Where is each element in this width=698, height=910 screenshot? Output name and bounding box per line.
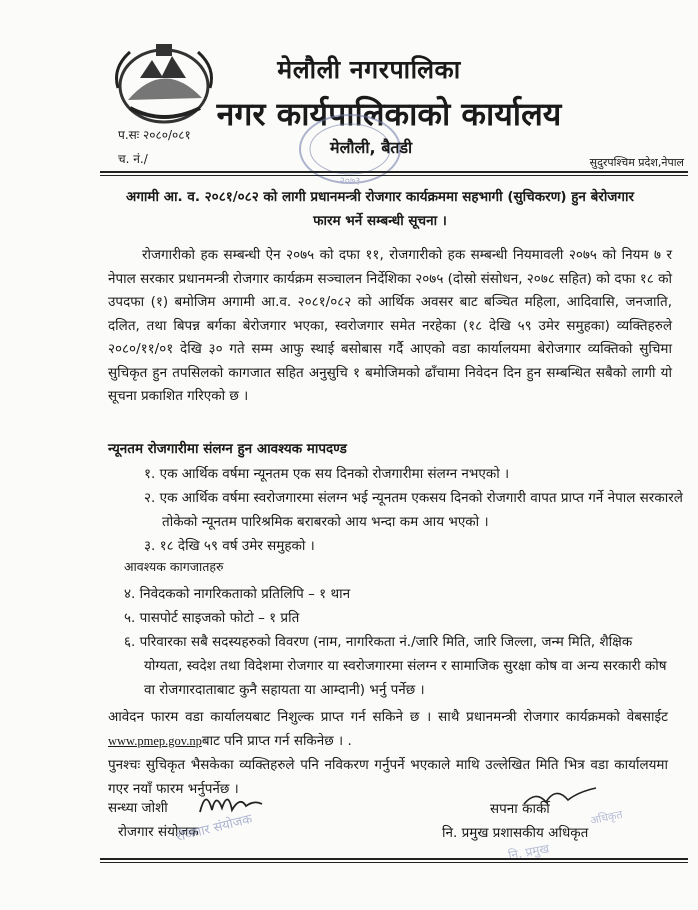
criteria-heading: न्यूनतम रोजगारीमा संलग्न हुन आवश्यक मापदण्ड [108,441,347,457]
closing-text-end: बाट पनि प्राप्त गर्न सकिनेछ । . [201,733,352,749]
document-item: ६. परिवारका सबै सदस्यहरुको विवरण (नाम, नागरिकता नं./जारि मिति, जारि जिल्ला, जन्म मिति, शैक्षिक योग्यता, स्वदेश तथा विदेशमा रोजगार या स्वरोजगारमा संलग्न र सामाजिक सुरक्षा कोष वा अन्य सरकारी कोष वा रोजगारदाताबाट कुनै सहायता या आम्दानी) भर्नु पर्नेछ । [124,634,667,698]
office-location: मेलौली, बैतडी [330,138,413,157]
svg-text:२०७३: २०७३ [339,176,361,187]
right-signatory-name: सपना कार्की [490,801,550,817]
right-stamp: नि. प्रमुख [507,841,551,863]
postscript-paragraph: पुनश्चः सुचिकृत भैसकेका व्यक्तिहरुले पनि नविकरण गर्नुपर्ने भएकाले माथि उल्लेखित मिति भित्र वडा कार्यालयमा गएर नयाँ फारम भर्नुपर्नेछ । [108,757,668,797]
reference-number: प.सः २०८०/०८१ [118,128,191,142]
province-name: सुदुरपश्चिम प्रदेश,नेपाल [589,156,684,169]
notice-subject: अगामी आ. व. २०८१/०८२ को लागी प्रधानमन्त्री रोजगार कार्यक्रममा सहभागी (सुचिकरण) हुन बेरोजगार फारम भर्ने सम्बन्धी सूचना । [126,189,634,229]
left-signatory-name: सन्ध्या जोशी [108,800,168,816]
left-stamp: रोजगार संयोजक [174,811,254,846]
criteria-item: १. एक आर्थिक वर्षमा न्यूनतम एक सय दिनको रोजगारीमा संलग्न नभएको । [144,466,510,482]
documents-heading: आवश्यक कागजातहरु [124,559,224,574]
right-signatory-title: नि. प्रमुख प्रशासकीय अधिकृत [442,825,589,841]
header-divider-thin [100,175,688,176]
footer-divider [100,858,688,860]
document-item: ५. पासपोर्ट साइजको फोटो – १ प्रति [124,610,300,626]
dispatch-number: च. नं./ [118,152,148,166]
footer-divider-thin [100,862,688,863]
office-name: नगर कार्यपालिकाको कार्यालय [216,95,562,133]
criteria-item: २. एक आर्थिक वर्षमा स्वरोजगारमा संलग्न भई न्यूनतम एकसय दिनको रोजगारी वापत प्राप्त गर्ने नेपाल सरकारले तोकेको न्यूनतम पारिश्रमिक बराबरको आय भन्दा कम आय भएको । [144,490,683,530]
notice-body: रोजगारीको हक सम्बन्धी ऐन २०७५ को दफा ११, रोजगारीको हक सम्बन्धी नियमावली २०७५ को नियम ७ र नेपाल सरकार प्रधानमन्त्री रोजगार कार्यक्रम सञ्चालन निर्देशिका २०७५ (दोस्रो संसोधन, २०७८ सहित) को दफा १८ को उपदफा (१) बमोजिम अगामी आ.व. २०८१/०८२ को आर्थिक अवसर बाट बञ्चित महिला, आदिवासि, जनजाति, दलित, तथा बिपन्न बर्गका बेरोजगार भएका, स्वरोजगार समेत नरहेका (१८ देखि ५९ उमेर समुहका) व्यक्तिहरुले २०८०/११/०१ देखि ३० गते सम्म आफु स्थाई बसोबास गर्दै आएको वडा कार्यालयमा बेरोजगार व्यक्तिको सुचिमा सुचिकृत हुन तपसिलको कागजात सहित अनुसुचि १ बमोजिमको ढाँचामा निवेदन दिन हुन सम्बन्धित सबैको लागी यो सूचना प्रकाशित गरिएको छ । [108,247,672,404]
website-link[interactable]: www.pmep.gov.np [108,734,202,748]
header-divider [100,171,688,173]
closing-paragraph [108,705,668,753]
left-signatory-title: रोजगार संयोजक [118,824,199,840]
criteria-item: ३. १८ देखि ५९ वर्ष उमेर समुहको । [144,538,315,554]
municipality-name: मेलौली नगरपालिका [277,55,461,84]
document-item: ४. निवेदकको नागरिकताको प्रतिलिपि – १ थान [124,586,351,602]
closing-text: आवेदन फारम वडा कार्यालयबाट निशुल्क प्राप्त गर्न सकिने छ । साथै प्रधानमन्त्री रोजगार कार्यक्रमको वेबसाईट [108,709,668,725]
right-stamp-title: अधिकृत [589,807,624,828]
